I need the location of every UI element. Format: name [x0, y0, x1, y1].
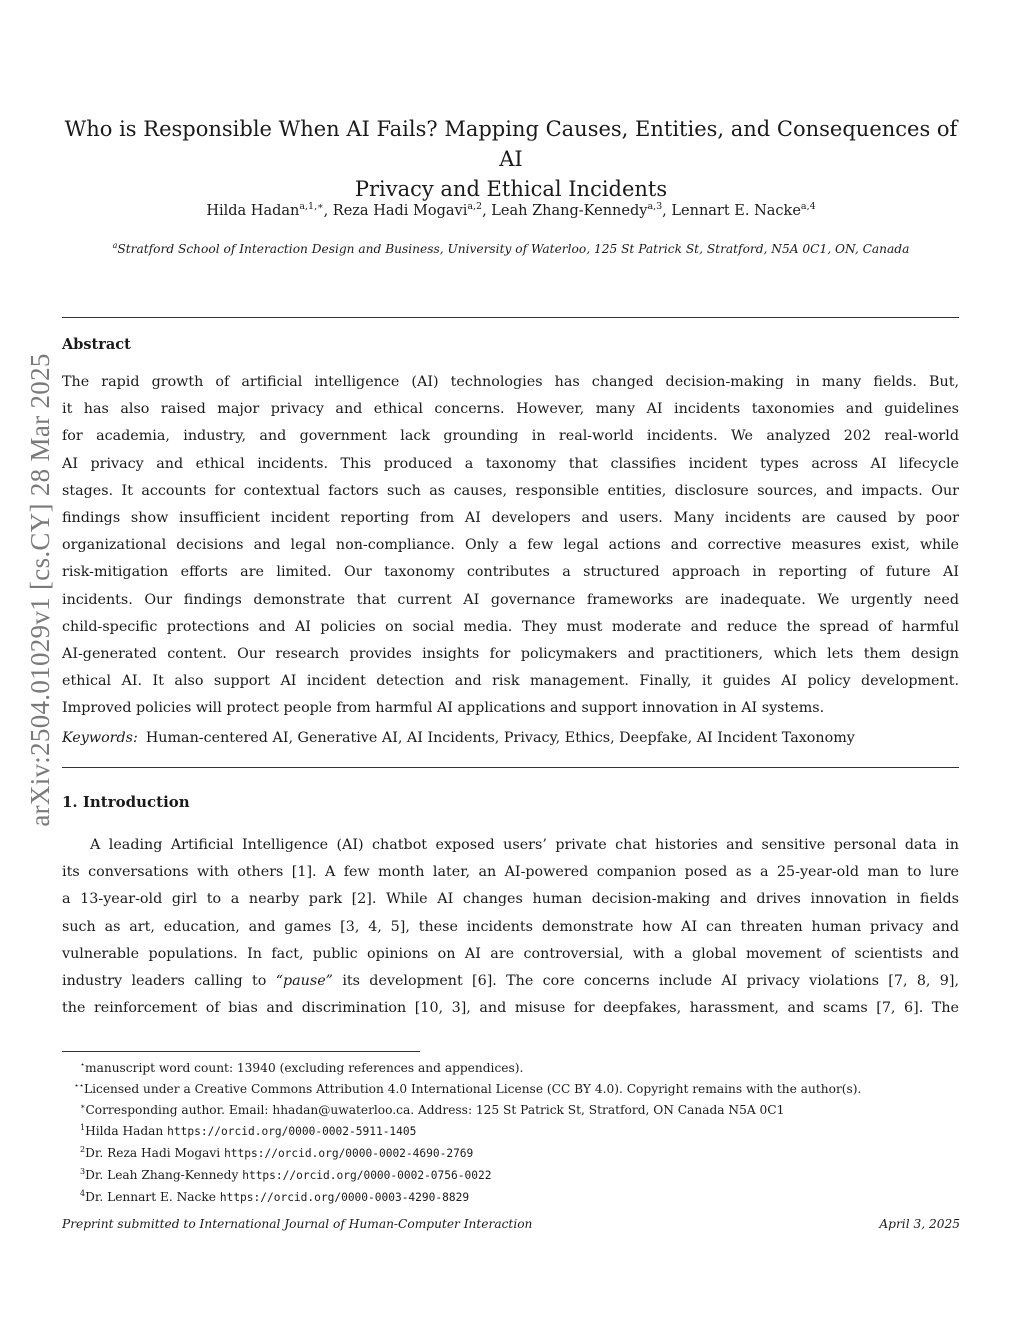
title-line: Who is Responsible When AI Fails? Mapping Causes, Entities, and Consequences of AI: [64, 117, 958, 171]
intro-line: the reinforcement of bias and discrimination [10, 3], and misuse for deepfakes, harassment, and scams [7, 6]. The: [62, 1000, 959, 1017]
keywords-text: Human-centered AI, Generative AI, AI Incidents, Privacy, Ethics, Deepfake, AI Incident Taxonomy: [145, 730, 855, 746]
footnote-mark: 2: [80, 1145, 86, 1155]
top-divider: [62, 317, 959, 318]
author-name: Lennart E. Nacke: [671, 202, 801, 219]
abstract-line: organizational decisions and legal non-compliance. Only a few legal actions and corrective measures exist, while: [62, 537, 959, 554]
footnote: [62, 1056, 962, 1077]
affiliation: [62, 241, 960, 256]
footnote: [62, 1119, 962, 1141]
intro-line: a 13-year-old girl to a nearby park [2]. While AI changes human decision-making and drives innovation in fields: [62, 891, 959, 908]
author-marks: a,3: [647, 201, 663, 212]
abstract-line: for academia, industry, and government lack grounding in real-world incidents. We analyzed 202 real-world: [62, 428, 959, 445]
affiliation-mark: a: [112, 241, 118, 250]
footnote: [62, 1141, 962, 1163]
abstract-line: it has also raised major privacy and ethical concerns. However, many AI incidents taxonomies and guidelines: [62, 401, 959, 418]
abstract-line: The rapid growth of artificial intelligence (AI) technologies has changed decision-making in many fields. But,: [62, 374, 959, 390]
intro-line: A leading Artificial Intelligence (AI) chatbot exposed users’ private chat histories and sensitive personal data in: [90, 837, 959, 853]
footnote-text: Corresponding author. Email: hhadan@uwaterloo.ca. Address: 125 St Patrick St, Stratford, ON Canada N5A 0C1: [85, 1103, 785, 1118]
footer-journal: Preprint submitted to International Journal of Human-Computer Interaction: [62, 1217, 533, 1231]
intro-line: vulnerable populations. In fact, public opinions on AI are controversial, with a global movement of scientists and: [62, 945, 959, 962]
footnote: [62, 1185, 962, 1207]
orcid-link[interactable]: https://orcid.org/0000-0002-5911-1405: [167, 1125, 417, 1139]
paper-title: [62, 114, 960, 204]
abstract-line: incidents. Our findings demonstrate that current AI governance frameworks are inadequate. We urgently need: [62, 591, 959, 608]
affiliation-text: Stratford School of Interaction Design and Business, University of Waterloo, 125 St Patrick St, Stratford, N5A 0C1, ON, Canada: [117, 242, 910, 257]
footnote-mark: ⋆⋆: [74, 1081, 85, 1091]
footnote-text: Dr. Leah Zhang-Kennedy: [85, 1168, 243, 1183]
introduction-body: [62, 832, 959, 1022]
keywords-label: Keywords:: [62, 730, 138, 746]
footnote-mark: ⋆: [80, 1060, 86, 1069]
footnote: [62, 1077, 962, 1098]
abstract-line: AI privacy and ethical incidents. This produced a taxonomy that classifies incident types across AI lifecycle: [62, 455, 959, 472]
intro-line: its conversations with others [1]. A few month later, an AI-powered companion posed as a 25-year-old man to lure: [62, 864, 959, 881]
intro-line-part: industry leaders calling to: [62, 973, 267, 990]
orcid-link[interactable]: https://orcid.org/0000-0003-4290-8829: [219, 1191, 470, 1205]
orcid-link[interactable]: https://orcid.org/0000-0002-4690-2769: [224, 1147, 474, 1161]
footnote: [62, 1098, 962, 1119]
abstract-body: [62, 369, 959, 723]
author-marks: a,4: [800, 201, 816, 212]
abstract-line: Improved policies will protect people from harmful AI applications and support innovation in AI systems.: [62, 700, 825, 717]
intro-line: [62, 968, 959, 995]
keywords: [62, 730, 959, 746]
footnote-divider: [62, 1051, 420, 1052]
footnote: [62, 1163, 962, 1185]
arxiv-side-identifier: arXiv:2504.01029v1 [cs.CY] 28 Mar 2025: [25, 353, 55, 827]
introduction-heading: 1. Introduction: [62, 793, 190, 811]
author-marks: a,2: [467, 201, 483, 212]
abstract-line: findings show insufficient incident reporting from AI developers and users. Many incidents are caused by poor: [62, 510, 959, 527]
footnote-text: manuscript word count: 13940 (excluding references and appendices).: [85, 1061, 524, 1076]
abstract-line: ethical AI. It also support AI incident detection and risk management. Finally, it guides AI policy development.: [62, 673, 959, 690]
footnote-mark: 3: [80, 1167, 86, 1177]
footnote-text: Dr. Reza Hadi Mogavi: [85, 1146, 225, 1161]
footnote-mark: ∗: [80, 1102, 86, 1112]
author-list: Hilda Hadan$^{a,1,∗}$, Reza Hadi Mogavi$^{a,2}$, Leah Zhang-Kennedy$^{a,3}$, Lennart E. Nacke$^{a,4}$: [206, 201, 816, 219]
footnote-text: Licensed under a Creative Commons Attribution 4.0 International License (CC BY 4.0). Copyright remains with the author(s).: [84, 1082, 862, 1097]
title-line: Privacy and Ethical Incidents: [354, 177, 668, 201]
footnote-text: Dr. Lennart E. Nacke: [85, 1190, 220, 1205]
abstract-line: risk-mitigation efforts are limited. Our taxonomy contributes a structured approach in reporting of future AI: [62, 564, 959, 581]
abstract-heading: Abstract: [62, 336, 131, 353]
author-name: Leah Zhang-Kennedy: [491, 202, 648, 219]
footnote-text: Hilda Hadan: [85, 1124, 168, 1139]
footer-date: April 3, 2025: [879, 1217, 960, 1231]
orcid-link[interactable]: https://orcid.org/0000-0002-0756-0022: [242, 1169, 492, 1183]
intro-line-part: its development [6]. The core concerns include AI privacy violations [7, 8, 9],: [342, 973, 959, 990]
abstract-line: AI-generated content. Our research provides insights for policymakers and practitioners, which lets them design: [62, 646, 959, 663]
footnotes: [62, 1056, 962, 1207]
author-name: Hilda Hadan: [206, 202, 300, 219]
author-marks: a,1,∗: [299, 201, 324, 212]
footnote-mark: 4: [80, 1189, 86, 1199]
intro-line: such as art, education, and games [3, 4, 5], these incidents demonstrate how AI can threaten human privacy and: [62, 918, 959, 935]
bottom-divider: [62, 767, 959, 768]
abstract-line: child-specific protections and AI policies on social media. They must moderate and reduce the spread of harmful: [62, 618, 959, 635]
pause-quote: “pause”: [275, 973, 333, 990]
footnote-mark: 1: [80, 1123, 86, 1133]
abstract-line: stages. It accounts for contextual factors such as causes, responsible entities, disclosure sources, and impacts. Our: [62, 482, 959, 499]
author-name: Reza Hadi Mogavi: [332, 202, 468, 219]
